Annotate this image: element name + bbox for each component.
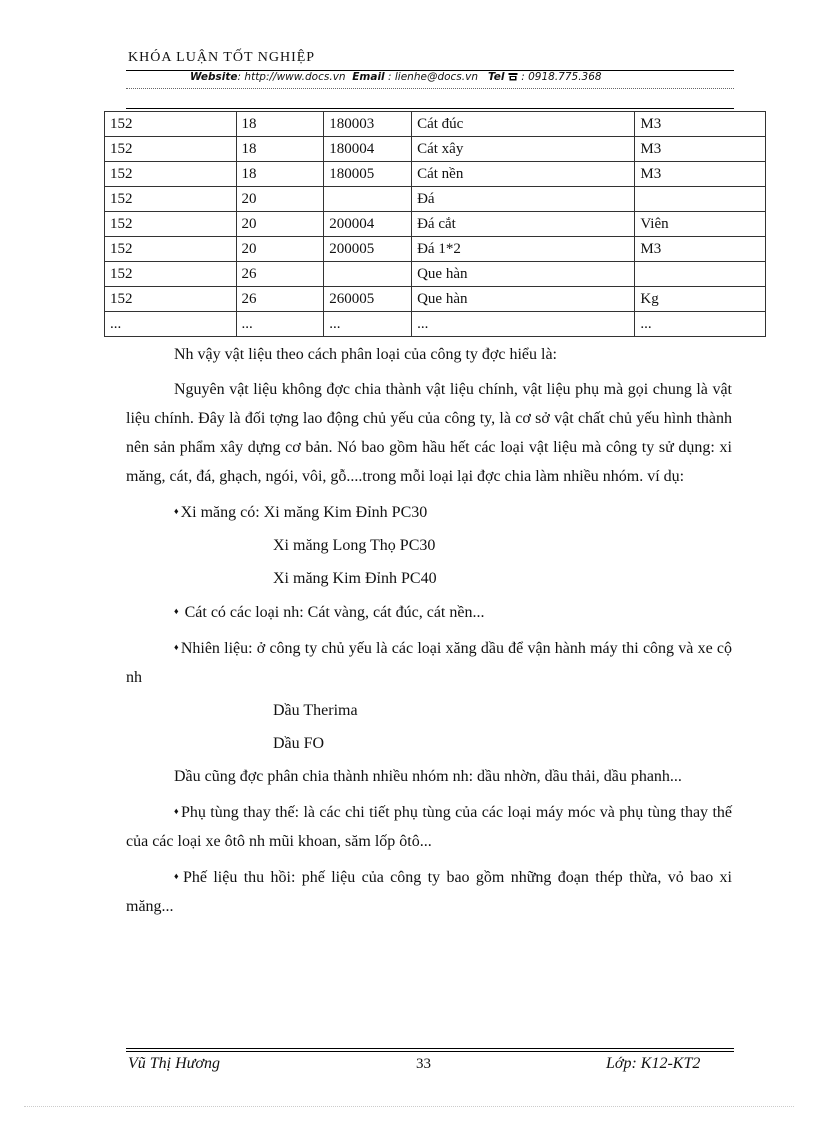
cement-item: Xi măng Kim Đỉnh PC40 [273, 570, 437, 587]
group-code-cell: 20 [236, 212, 324, 237]
footer-rule [126, 1048, 734, 1049]
email-value: : lienhe@docs.vn [388, 71, 478, 83]
material-name-cell: Đá [412, 187, 635, 212]
unit-cell: M3 [635, 137, 766, 162]
item-code-cell [324, 262, 412, 287]
header-dotted-rule [126, 88, 734, 89]
material-name-cell: Cát đúc [412, 112, 635, 137]
material-name-cell: Đá cắt [412, 212, 635, 237]
account-code-cell: 152 [105, 262, 237, 287]
table-row [105, 137, 766, 162]
diamond-bullet-icon [174, 604, 181, 621]
group-code-cell: 20 [236, 237, 324, 262]
unit-cell: ... [635, 312, 766, 337]
material-name-cell: Đá 1*2 [412, 237, 635, 262]
email-label: Email [352, 71, 385, 83]
group-code-cell: 18 [236, 162, 324, 187]
materials-table [104, 111, 766, 337]
unit-cell: M3 [635, 162, 766, 187]
table-row [105, 262, 766, 287]
item-code-cell: 200005 [324, 237, 412, 262]
item-code-cell [324, 187, 412, 212]
table-row [105, 162, 766, 187]
page-number: 33 [416, 1056, 431, 1072]
paragraph-oil-groups: Dầu cũng đợc phân chia thành nhiều nhóm nh: dầu nhờn, dầu thải, dầu phanh... [174, 768, 682, 785]
footer-author: Vũ Thị Hương [128, 1055, 220, 1072]
table-row [105, 212, 766, 237]
footer-rule [126, 1051, 734, 1052]
paragraph-main-materials: Nguyên vật liệu không đợc chia thành vật liệu chính, vật liệu phụ mà gọi chung là vật liệu chính. Đây là đối tợng lao động chủ yếu của công ty, là cơ sở vật chất chủ yếu hình thành nên sản phẩm xây dựng cơ bản. Nó bao gồm hầu hết các loại vật liệu mà công ty sử dụng: xi măng, cát, đá, ghạch, ngói, vôi, gỗ....trong mỗi loại lại đợc chia làm nhiều nhóm. ví dụ: [126, 381, 732, 485]
bullet-sand-text: Cát có các loại nh: Cát vàng, cát đúc, cát nền... [180, 604, 485, 621]
group-code-cell: 18 [236, 137, 324, 162]
unit-cell [635, 262, 766, 287]
table-row [105, 312, 766, 337]
header-contact-line [190, 71, 602, 83]
table-row [105, 112, 766, 137]
material-name-cell: Cát xây [412, 137, 635, 162]
unit-cell [635, 187, 766, 212]
item-code-cell: ... [324, 312, 412, 337]
group-code-cell: ... [236, 312, 324, 337]
bullet-scrap-text: Phế liệu thu hồi: phế liệu của công ty bao gồm những đoạn thép thừa, vỏ bao xi măng... [126, 869, 733, 915]
group-code-cell: 18 [236, 112, 324, 137]
material-name-cell: Que hàn [412, 262, 635, 287]
item-code-cell: 180005 [324, 162, 412, 187]
material-name-cell: ... [412, 312, 635, 337]
item-code-cell: 200004 [324, 212, 412, 237]
account-code-cell: 152 [105, 162, 237, 187]
item-code-cell: 180004 [324, 137, 412, 162]
account-code-cell: 152 [105, 237, 237, 262]
item-code-cell: 260005 [324, 287, 412, 312]
body-text [126, 340, 732, 921]
tel-value: : 0918.775.368 [521, 71, 602, 83]
diamond-bullet-icon [174, 869, 183, 886]
group-code-cell: 26 [236, 287, 324, 312]
account-code-cell: ... [105, 312, 237, 337]
fuel-item: Dầu FO [273, 735, 325, 752]
diamond-bullet-icon [174, 804, 181, 821]
table-row [105, 287, 766, 312]
table-row [105, 237, 766, 262]
diamond-bullet-icon [174, 640, 181, 657]
account-code-cell: 152 [105, 137, 237, 162]
group-code-cell: 20 [236, 187, 324, 212]
bullet-fuel [126, 633, 732, 692]
header-rule-bottom [126, 108, 734, 109]
paragraph-classification-intro: Nh vậy vật liệu theo cách phân loại của công ty đợc hiểu là: [174, 346, 557, 363]
material-name-cell: Que hàn [412, 287, 635, 312]
account-code-cell: 152 [105, 287, 237, 312]
item-code-cell: 180003 [324, 112, 412, 137]
unit-cell: Kg [635, 287, 766, 312]
account-code-cell: 152 [105, 112, 237, 137]
bullet-cement-text: Xi măng có: Xi măng Kim Đỉnh PC30 [180, 504, 428, 521]
bullet-cement [126, 497, 732, 527]
bullet-spare-parts [126, 797, 732, 856]
tel-label: Tel [488, 71, 505, 83]
bullet-sand [126, 597, 732, 627]
bullet-fuel-text: Nhiên liệu: ở công ty chủ yếu là các loại xăng dầu để vận hành máy thi công và xe cộ nh [126, 640, 732, 686]
phone-icon [508, 71, 521, 83]
account-code-cell: 152 [105, 187, 237, 212]
account-code-cell: 152 [105, 212, 237, 237]
footer-class: Lớp: K12-KT2 [606, 1055, 701, 1072]
unit-cell: Viên [635, 212, 766, 237]
diamond-bullet-icon [174, 504, 181, 521]
unit-cell: M3 [635, 112, 766, 137]
group-code-cell: 26 [236, 262, 324, 287]
material-name-cell: Cát nền [412, 162, 635, 187]
website-value: : http://www.docs.vn [237, 71, 346, 83]
page-header-title: KHÓA LUẬN TỐT NGHIỆP [128, 50, 316, 65]
cement-item: Xi măng Long Thọ PC30 [273, 537, 436, 554]
bullet-scrap [126, 862, 732, 921]
website-label: Website [190, 71, 238, 83]
bullet-spare-parts-text: Phụ tùng thay thế: là các chi tiết phụ tùng của các loại máy móc và phụ tùng thay thế của các loại xe ôtô nh mũi khoan, săm lốp ôtô... [126, 804, 732, 850]
unit-cell: M3 [635, 237, 766, 262]
table-row [105, 187, 766, 212]
fuel-item: Dầu Therima [273, 702, 358, 719]
page-bottom-dotted-line [24, 1106, 794, 1107]
